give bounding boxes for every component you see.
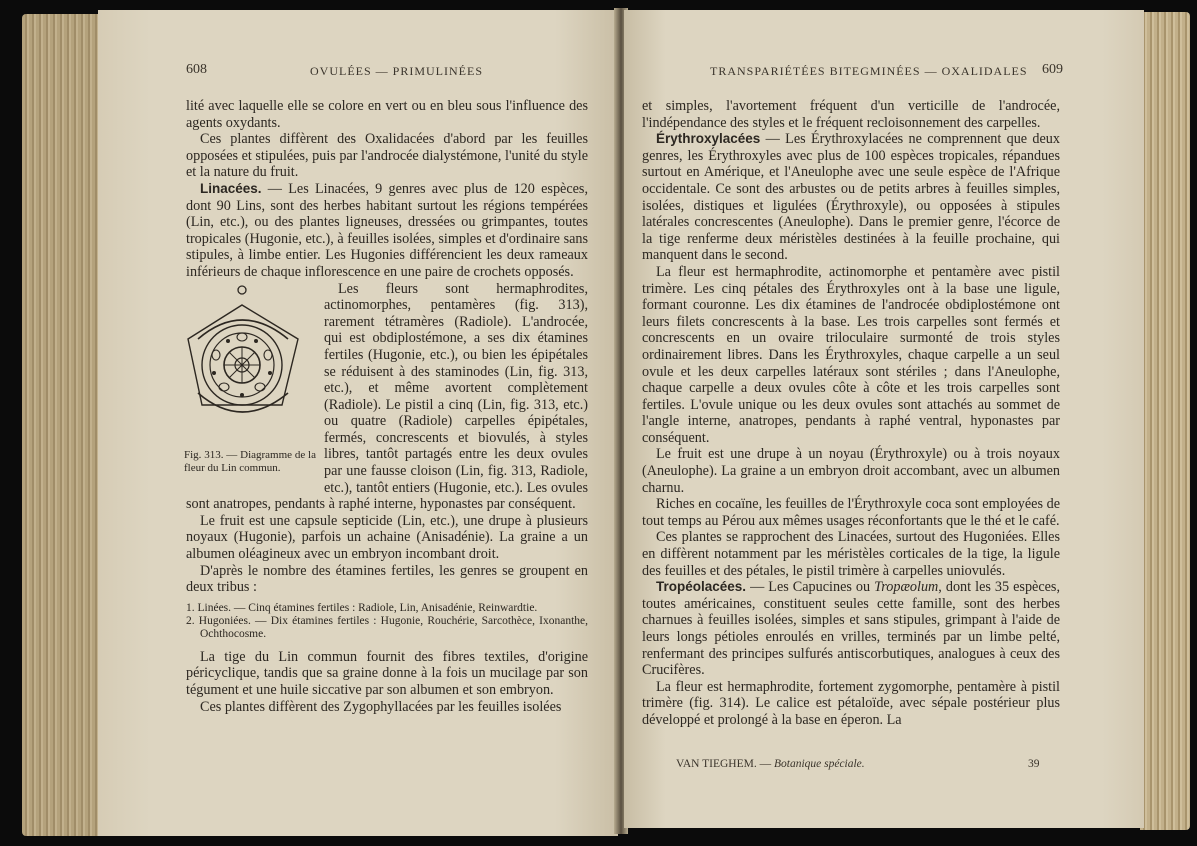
heading-erythroxylacees: Érythroxylacées bbox=[656, 131, 761, 147]
heading-tropeolacees: Tropéolacées. bbox=[656, 579, 747, 595]
page-footer bbox=[676, 758, 865, 770]
right-para-3: La fleur est hermaphrodite, actinomorphe et pentamère avec pistil trimère. Les cinq pétales des Érythroxyles ont à la base une ligule, formant couronne. Les dix étamines de l'androcée obdiplostémone ont leurs filets concrescents à la base. Les trois carpelles sont fermés et concrescents en un ovaire triloculaire surmonté de trois styles ordinairement libres. Dans les Érythroxyles, chaque carpelle a un seul ovule et les deux carpelles latéraux sont stériles ; dans l'Aneulophe, chaque carpelle a deux ovules côte à côte et les trois carpelles sont fertiles. L'ovule unique ou les deux ovules sont attachés au sommet de l'angle interne, anatropes, pendants à raphé ventral, hyponastes par conséquent. bbox=[642, 263, 1060, 446]
heading-linacees: Linacées. bbox=[200, 180, 262, 196]
left-para-8: Ces plantes diffèrent des Zygophyllacées par les feuilles isolées bbox=[200, 698, 562, 715]
right-para-8: La fleur est hermaphrodite, fortement zygomorphe, pentamère à pistil trimère (fig. 314). Le calice est pétaloïde, avec sépale postérieur plus développé et prolongé à la base en éperon. La bbox=[642, 678, 1060, 728]
book-edge-left bbox=[22, 14, 102, 836]
footer-author: VAN TIEGHEM. — bbox=[676, 758, 774, 770]
left-page bbox=[98, 10, 618, 836]
right-para-2-text: — Les Érythroxylacées ne comprennent que deux genres, les Érythroxyles avec plus de 100 espèces tropicales, répandues surtout en Amérique, et l'Aneulophe avec une seule espèce de l'Afrique occidentale. Ce sont des arbustes ou de petits arbres à feuilles simples, isolées, distiques et ligulées (Érythroxyle), ou opposées à stipules latérales concrescentes (Aneulophe). Dans le premier genre, l'écorce de la tige renferme deux méristèles destinées à la feuille prochaine, qui manquent dans le second. bbox=[642, 131, 1060, 264]
right-para-6: Ces plantes se rapprochent des Linacées, surtout des Hugoniées. Elles en diffèrent notamment par les méristèles corticales de la tige, la ligule des feuilles et des pétales, le pistil trimère à carpelles uniovulés. bbox=[642, 529, 1060, 579]
left-running-head: OVULÉES — PRIMULINÉES bbox=[310, 64, 483, 78]
right-para-4: Le fruit est une drupe à un noyau (Érythroxyle) ou à trois noyaux (Aneulophe). La graine a un embryon droit accombant, avec un albumen charnu. bbox=[642, 446, 1060, 496]
left-para-6: D'après le nombre des étamines fertiles, les genres se groupent en deux tribus : bbox=[186, 562, 588, 596]
book-edge-right bbox=[1140, 12, 1190, 830]
tribe-list bbox=[186, 602, 588, 641]
right-para-5: Riches en cocaïne, les feuilles de l'Érythroxyle coca sont employées de tout temps au Pérou aux mêmes usages réconfortants que le thé et le café. bbox=[642, 496, 1060, 529]
left-body bbox=[186, 98, 588, 715]
left-page-number: 608 bbox=[186, 62, 207, 77]
left-para-2: Ces plantes diffèrent des Oxalidacées d'abord par les feuilles opposées et stipulées, puis par l'androcée dialystémone, l'unité du style et la nature du fruit. bbox=[186, 131, 588, 181]
taxon-italic: Tropæolum bbox=[874, 579, 939, 596]
left-para-4: Les fleurs sont hermaphrodites, actinomorphes, pentamères (fig. 313), rarement tétramères (Radiole). L'androcée, qui est obdiplostémone, a ses dix étamines fertiles (Hugonie, etc.), ou bien les épipétales se réduisent à des staminodes (Lin, fig. 313, etc.), et même avortent complètement (Radiole). Le pistil a cinq (Lin, fig. 313, etc.) ou quatre (Radiole) carpelles épipétales, fermés, concrescents et biovulés, à styles libres, tantôt partagés entre les deux ovules par une fausse cloison (Lin, fig. 313, Radiole, etc.), tantôt entiers (Hugonie, etc.). Les ovules sont anatropes, pendants à raphé interne, hyponastes par conséquent. bbox=[186, 280, 588, 513]
right-para-1: et simples, l'avortement fréquent d'un verticille de l'androcée, l'indépendance des styles et le fréquent recloisonnement des carpelles. bbox=[642, 98, 1060, 131]
right-page-number: 609 bbox=[1042, 62, 1063, 77]
list-item: 2. Hugoniées. — Dix étamines fertiles : Hugonie, Rouchérie, Sarcothèce, Ixonanthe, Ochthocosme. bbox=[186, 614, 588, 640]
left-para-5: Le fruit est une capsule septicide (Lin, etc.), une drupe à plusieurs noyaux (Hugonie), parfois un achaine (Anisadénie). La graine a un albumen oléagineux avec un embryon incombant droit. bbox=[186, 512, 588, 563]
right-page bbox=[624, 10, 1144, 828]
right-para-2 bbox=[642, 131, 1060, 264]
left-para-1: lité avec laquelle elle se colore en vert ou en bleu sous l'influence des agents oxydants. bbox=[186, 98, 588, 131]
list-item: 1. Linées. — Cinq étamines fertiles : Radiole, Lin, Anisadénie, Reinwardtie. bbox=[186, 601, 538, 614]
figure-caption: Fig. 313. — Diagramme de la fleur du Lin commun. bbox=[184, 449, 316, 475]
footer-title: Botanique spéciale. bbox=[773, 758, 865, 770]
flower-diagram-icon bbox=[184, 281, 312, 441]
right-running-head: TRANSPARIÉTÉES BITEGMINÉES — OXALIDALES bbox=[710, 64, 1028, 78]
right-para-7 bbox=[642, 579, 1060, 679]
right-body bbox=[642, 98, 1060, 729]
left-para-3 bbox=[186, 181, 588, 281]
right-para-7a: — Les Capucines ou bbox=[746, 579, 875, 596]
figure-313 bbox=[184, 281, 316, 495]
left-para-3-text: — Les Linacées, 9 genres avec plus de 120 espèces, dont 90 Lins, sont des herbes habitant surtout les régions tempérées (Lin, etc.), ou des plantes ligneuses, dressées ou grimpantes, toutes tropicales (Hugonie, etc.), à feuilles isolées, simples et d'ordinaire sans stipules, à limbe entier. Les Hugonies différencient les deux rameaux inférieurs de chaque inflorescence en une paire de crochets opposés. bbox=[186, 180, 588, 280]
signature-mark: 39 bbox=[1028, 758, 1040, 770]
left-para-7: La tige du Lin commun fournit des fibres textiles, d'origine péricyclique, tandis que sa graine donne à la fois un mucilage par son tégument et une huile siccative par son albumen et son embryon. bbox=[186, 648, 588, 698]
right-para-7b: , dont les 35 espèces, toutes américaines, constituent seules cette famille, sont des herbes charnues à feuilles isolées, simples et sans stipules, grimpant à l'aide de leurs longs pétioles enroulés en vrilles, terminés par un limbe pelté, renfermant des principes sulfurés antiscorbutiques, analogues à ceux des Crucifères. bbox=[642, 579, 1060, 679]
